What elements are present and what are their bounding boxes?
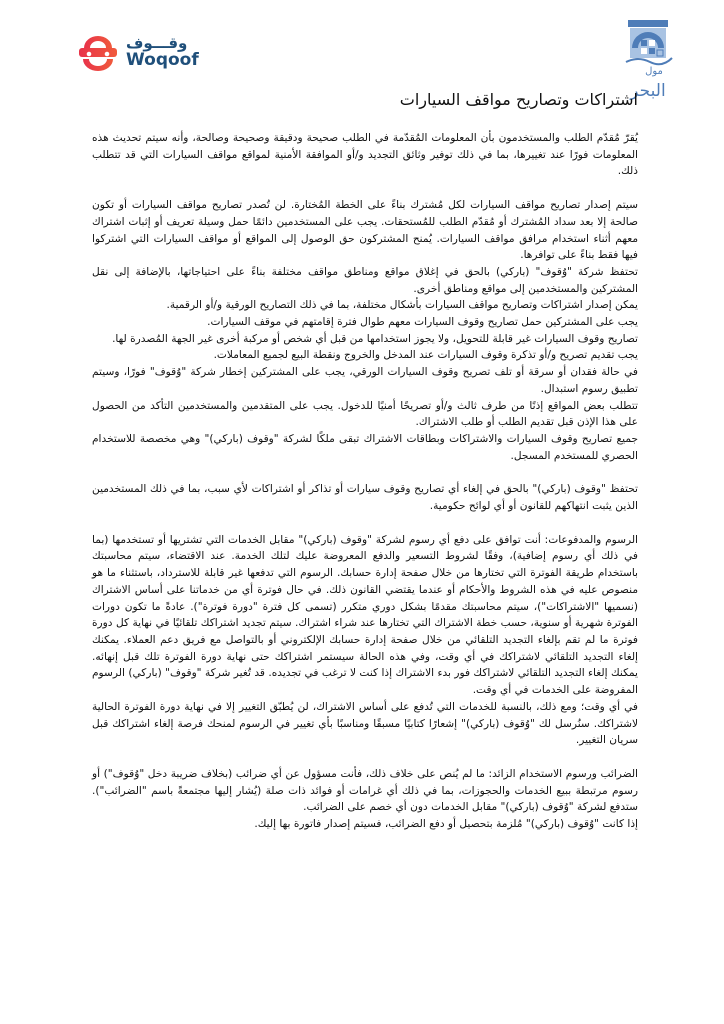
woqoof-logo-arabic: وقـــوف [126, 33, 188, 52]
paragraph: سيتم إصدار تصاريح مواقف السيارات لكل مُشترك بناءً على الخطة المُختارة. لن تُصدر تصاريح مواقف السيارات أو تكون صالحة إلا بعد سداد المُشترك أو مُقدّم الطلب للمُستحقات. يجب على المستخدمين دائمًا حمل وسيلة تعريف أو إثبات اشتراك معهم أثناء استخدام مرافق مواقف السيارات. يُمنح المشتركون حق الوصول إلى المواقع أو مواقف السيارات التي اشتركوا فيها فقط بناءً على توافرها. [92, 199, 638, 262]
section-fees-payments [92, 532, 638, 749]
paragraph: يمكن إصدار اشتراكات وتصاريح مواقف السيارات بأشكال مختلفة، بما في ذلك التصاريح الورقية و/أو الرقمية. [166, 299, 638, 312]
paragraph: تحتفظ "وقوف (باركي)" بالحق في إلغاء أي تصاريح وقوف سيارات أو تذاكر أو اشتراكات لأي سبب، بما في ذلك المستخدمين الذين يثبت انتهاكهم للقانون أو أي لوائح حكومية. [92, 483, 638, 513]
section-taxes [92, 766, 638, 833]
paragraph: في أي وقت؛ ومع ذلك، بالنسبة للخدمات التي تُدفع على أساس الاشتراك، لن يُطبّق التغيير إلا في نهاية دورة الفوترة الحالية لاشتراكك. سنُرسل لك "وُقوف (باركي)" إشعارًا كتابيًا مسبقًا ومناسبًا بأي تغيير في الرسوم لمنحك فرصة إلغاء اشتراكك قبل سريان التغيير. [92, 700, 638, 747]
document-body [92, 130, 638, 833]
document-title: اشتراكات وتصاريح مواقف السيارات [399, 90, 638, 109]
section-spacer [92, 464, 638, 481]
section-accuracy [92, 130, 638, 180]
paragraph: تصاريح وقوف السيارات غير قابلة للتحويل، ولا يجوز استخدامها من قبل أي شخص أو مركبة أخرى غير الجهة المُصدرة لها. [112, 332, 638, 345]
paragraph: الرسوم والمدفوعات: أنت توافق على دفع أي رسوم لشركة "وقوف (باركي)" مقابل الخدمات التي تشتريها أو تستخدمها (بما في ذلك أي رسوم إضافية)، وفقًا لشروط التسعير والدفع المعروضة عليك لتلك الخدمة. عند الاقتضاء، سيتم محاسبتك باستخدام طريقة الفوترة التي تختارها من خلال صفحة إدارة حسابك. الرسوم التي تدفعها غير قابلة للاسترداد، باستثناء ما هو منصوص عليه في هذه الشروط والأحكام أو عندما يقتضي القانون ذلك. في حال فوترة أي من خدماتنا على أساس الاشتراك (نسميها "الاشتراكات")، سيتم محاسبتك مقدمًا بشكل دوري متكرر (تسمى كل فترة "دورة فوترة"). عادةً ما تكون دورات الفوترة شهرية أو سنوية، حسب خطة الاشتراك التي تختارها عند شراء اشتراك. سيتم تجديد اشتراكك تلقائيًا في نهاية كل دورة فوترة ما لم تقم بإلغاء التجديد التلقائي من خلال صفحة إدارة حسابك الإلكتروني أو بالتواصل مع فريق دعم العملاء. يمكنك إلغاء التجديد التلقائي لاشتراكك في أي وقت، وفي هذه الحالة سيستمر اشتراكك حتى نهاية دورة الفوترة تلك قبل إنهائه. يمكنك إلغاء التجديد التلقائي لاشتراكك فور بدء الاشتراك إذا كنت لا ترغب في تجديده. قد تُغير شركة "وقوف" (باركي) الرسوم المفروضة على الخدمات في أي وقت. [92, 533, 638, 697]
paragraph: تتطلب بعض المواقع إذنًا من طرف ثالث و/أو تصريحًا أمنيًا للدخول. يجب على المتقدمين والمستخدمين التأكد من الحصول على هذا الإذن قبل تقديم الطلب أو طلب الاشتراك. [92, 399, 638, 429]
mall-logo-text-top: مول [645, 66, 663, 77]
paragraph: تحتفظ شركة "وُقوف" (باركي) بالحق في إغلاق مواقع ومناطق مواقف مختلفة بناءً على احتياجاتها، بالإضافة إلى نقل المشتركين والمستخدمين إلى مواقع ومناطق أخرى. [92, 265, 638, 295]
car-smile-icon [76, 32, 120, 72]
paragraph: في حالة فقدان أو سرقة أو تلف تصريح وقوف السيارات الورقي، يجب على المشتركين إخطار شركة "وُقوف" فورًا، وسيتم تطبيق رسوم استبدال. [92, 366, 638, 395]
paragraph: جميع تصاريح وقوف السيارات والاشتراكات وبطاقات الاشتراك تبقى ملكًا لشركة "وقوف (باركي)" وهي مخصصة للاستخدام الحصري للمستخدم المسجل. [92, 432, 638, 462]
section-spacer [92, 515, 638, 532]
mall-window-icon [626, 20, 672, 64]
paragraph: يُقرّ مُقدّم الطلب والمستخدمون بأن المعلومات المُقدّمة في الطلب صحيحة ودقيقة وصحيحة وصالحة، وأنه سيتم تحديث هذه المعلومات فورًا عند تغييرها، بما في ذلك توفير وثائق التجديد و/أو الموافقة الأمنية لمواقع مواقف السيارات التي قد تتطلب ذلك. [92, 132, 638, 178]
section-spacer [92, 180, 638, 197]
mall-logo-text-bottom: البحر [630, 81, 666, 101]
woqoof-logo-english: Woqoof [126, 49, 199, 70]
paragraph: إذا كانت "وُقوف (باركي)" مُلزمة بتحصيل أو دفع الضرائب، فسيتم إصدار فاتورة بها إليك. [254, 818, 638, 831]
section-spacer [92, 749, 638, 766]
woqoof-logo [76, 32, 199, 72]
paragraph: يجب على المشتركين حمل تصاريح وقوف السيارات معهم طوال فترة إقامتهم في موقف السيارات. [207, 316, 638, 329]
paragraph: الضرائب ورسوم الاستخدام الزائد: ما لم يُنص على خلاف ذلك، فأنت مسؤول عن أي ضرائب (بخلاف ضريبة دخل "وُقوف") أو رسوم مرتبطة ببيع الخدمات والحجوزات، بما في ذلك أي غرامات أو فوائد ذات صلة (يُشار إليها مجتمعةً باسم "الضرائب"). ستدفع لشركة "وُقوف (باركي)" مقابل الخدمات دون أي خصم على الضرائب. [92, 767, 638, 814]
section-cancellation [92, 481, 638, 514]
section-permits [92, 197, 638, 464]
paragraph: يجب تقديم تصريح و/أو تذكرة وقوف السيارات عند المدخل والخروج ونقطة البيع لجميع المعاملات. [213, 349, 638, 362]
